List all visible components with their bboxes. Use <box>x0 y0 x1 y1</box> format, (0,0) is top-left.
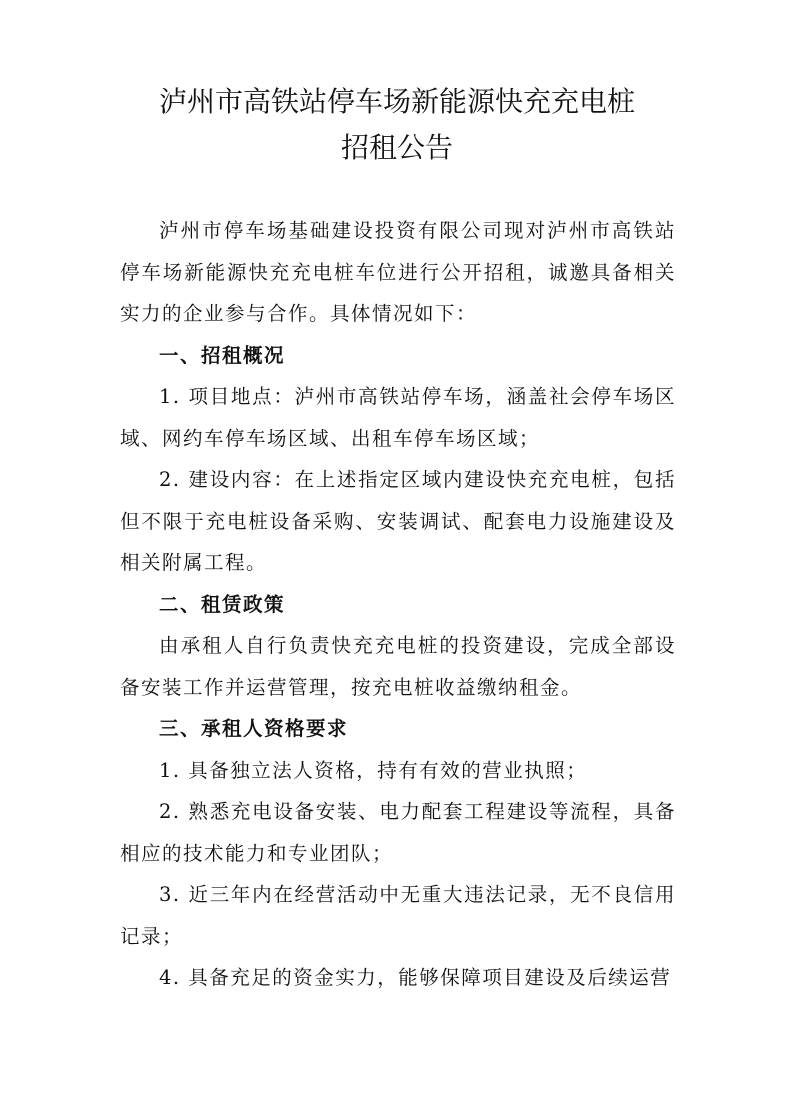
overview-item-location: 1. 项目地点：泸州市高铁站停车场，涵盖社会停车场区域、网约车停车场区域、出租车停车场区域； <box>120 385 676 450</box>
section-heading-policy: 二、租赁政策 <box>159 592 286 616</box>
document-title-line-2: 招租公告 <box>340 131 453 164</box>
overview-item-content: 2. 建设内容：在上述指定区域内建设快充充电桩，包括但不限于充电桩设备采购、安装调试、配套电力设施建设及相关附属工程。 <box>120 468 676 574</box>
intro-paragraph: 泸州市停车场基础建设投资有限公司现对泸州市高铁站停车场新能源快充充电桩车位进行公开招租，诚邀具备相关实力的企业参与合作。具体情况如下： <box>120 219 676 325</box>
qualification-item-1: 1. 具备独立法人资格，持有有效的营业执照； <box>159 758 588 782</box>
document-body <box>120 210 676 999</box>
qualification-item-4: 4. 具备充足的资金实力，能够保障项目建设及后续运营 <box>159 966 672 989</box>
section-heading-overview: 一、招租概况 <box>159 343 286 367</box>
document-title-line-1: 泸州市高铁站停车场新能源快充充电桩 <box>158 85 635 118</box>
policy-paragraph: 由承租人自行负责快充充电桩的投资建设，完成全部设备安装工作并运营管理，按充电桩收益缴纳租金。 <box>120 634 676 699</box>
qualification-item-3: 3. 近三年内在经营活动中无重大违法记录，无不良信用记录； <box>120 883 676 948</box>
qualification-item-2: 2. 熟悉充电设备安装、电力配套工程建设等流程，具备相应的技术能力和专业团队； <box>120 800 676 865</box>
section-heading-qualification: 三、承租人资格要求 <box>159 717 349 740</box>
